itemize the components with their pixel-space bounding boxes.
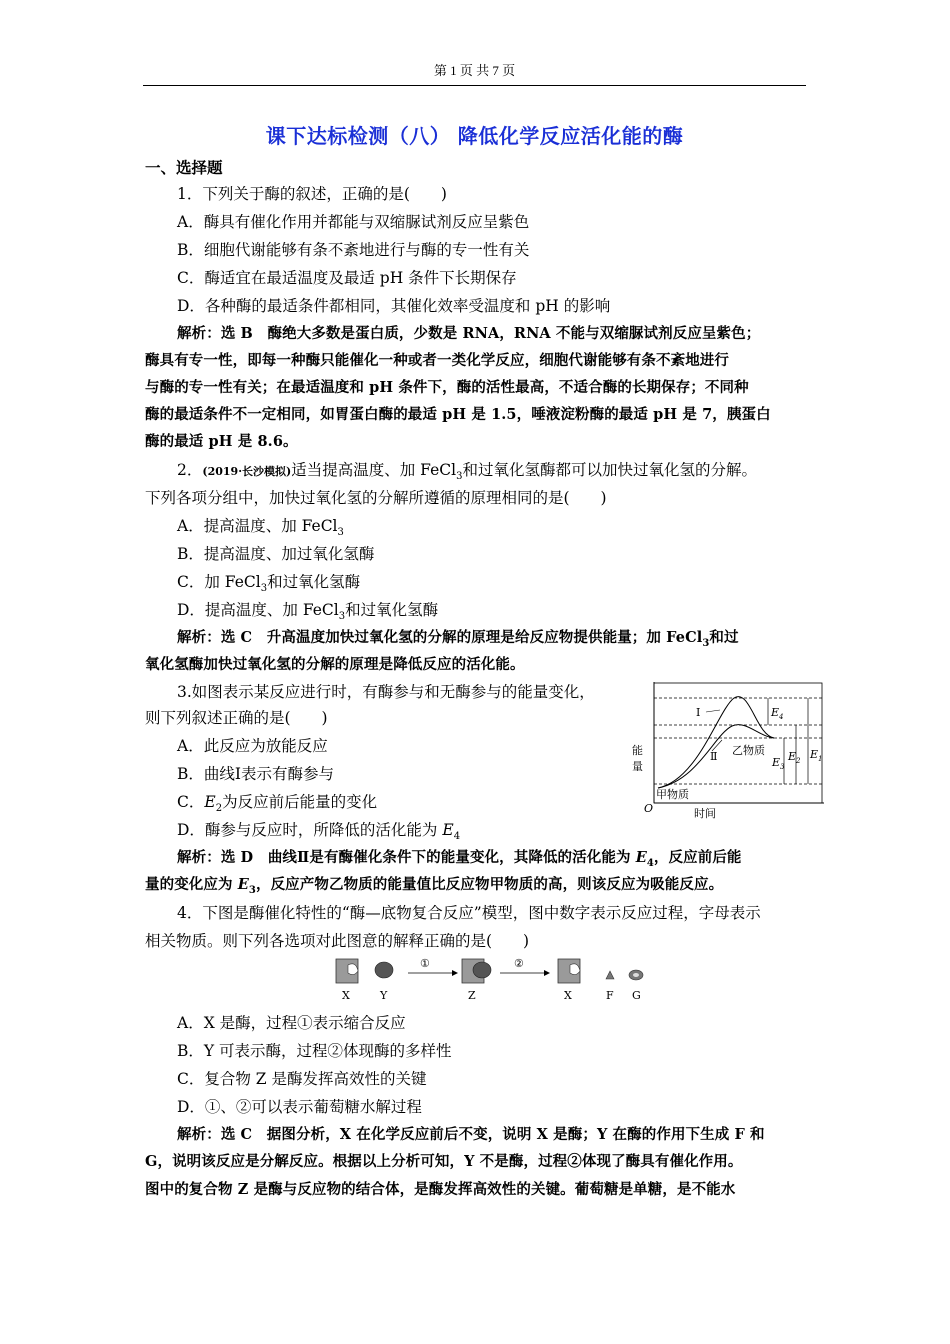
q3-option-c: C．$E_2$为反应前后能量的变化	[177, 793, 378, 815]
enzyme-model-diagram	[330, 955, 660, 1007]
label-f: F	[606, 989, 614, 1002]
label-g: G	[632, 989, 641, 1002]
q3-analysis-line-1: 解析：选 D 曲线Ⅱ是有酶催化条件下的能量变化，其降低的活化能为 $E_4$，反应前后能	[177, 849, 742, 869]
complex-z-substrate	[473, 962, 491, 978]
product-g-core	[633, 973, 639, 977]
q4-stem-line-2: 相关物质。则下列各选项对此图意的解释正确的是( )	[145, 932, 530, 950]
label-y: Y	[380, 989, 388, 1002]
q2-source: (2019·长沙模拟)	[202, 465, 292, 478]
label-x1: X	[342, 989, 350, 1002]
q4-analysis-line-3: 图中的复合物 Z 是酶与反应物的结合体，是酶发挥高效性的关键。葡萄糖是单糖，是不能水	[145, 1181, 736, 1198]
q3-option-d: D．酶参与反应时，所降低的活化能为 $E_4$	[177, 821, 461, 843]
product-f-shape	[606, 971, 614, 979]
curve-1-leader	[706, 710, 720, 712]
q3-option-a: A．此反应为放能反应	[177, 737, 328, 755]
diagram-frame	[654, 683, 822, 803]
q4-analysis-line-2: G，说明该反应是分解反应。根据以上分析可知，Y 不是酶，过程②体现了酶具有催化作用。	[145, 1153, 743, 1170]
q3-analysis-line-2: 量的变化应为 $E_3$，反应产物乙物质的能量值比反应物甲物质的高，则该反应为吸能反应。	[145, 876, 724, 896]
analysis-label: 解析：	[177, 325, 221, 342]
label-step-2: ②	[514, 957, 524, 970]
origin-label: O	[644, 802, 654, 815]
y-label-1: 能	[632, 744, 643, 757]
q1-option-d: D．各种酶的最适条件都相同，其催化效率受温度和 pH 的影响	[177, 297, 611, 315]
q4-option-d: D．①、②可以表示葡萄糖水解过程	[177, 1098, 422, 1116]
e2-label: $E_2$	[788, 750, 801, 765]
q4-option-b: B．Y 可表示酶，过程②体现酶的多样性	[177, 1042, 452, 1060]
q1-analysis-line-1: 解析：选 B 酶绝大多数是蛋白质，少数是 RNA，RNA 不能与双缩脲试剂反应呈紫色；	[177, 325, 761, 342]
curve-1-label: Ⅰ	[696, 706, 701, 719]
q4-option-a: A．X 是酶，过程①表示缩合反应	[177, 1014, 406, 1032]
y-label-2: 量	[632, 760, 643, 773]
page-header: 第 1 页 共 7 页	[433, 63, 516, 78]
arrow-step-2-head	[544, 970, 550, 976]
q2-option-b: B．提高温度、加过氧化氢酶	[177, 545, 375, 563]
q3-option-b: B．曲线Ⅰ表示有酶参与	[177, 765, 335, 783]
e1-label: $E_1$	[810, 748, 823, 763]
reactant-label: 甲物质	[656, 788, 689, 801]
substrate-y-shape	[375, 962, 393, 978]
q1-analysis-line-4: 酶的最适条件不一定相同，如胃蛋白酶的最适 pH 是 1.5，唾液淀粉酶的最适 pH 是 7，胰蛋白	[145, 406, 771, 423]
q2-stem-line-1: 2．(2019·长沙模拟)适当提高温度、加 FeCl$_3$和过氧化氢酶都可以加快过氧化氢的分解。	[177, 461, 757, 483]
q4-analysis-line-1: 解析：选 C 据图分析，X 在化学反应前后不变，说明 X 是酶；Y 在酶的作用下生成 F 和	[177, 1126, 765, 1143]
arrow-step-1-head	[452, 970, 458, 976]
q1-analysis-line-2: 酶具有专一性，即每一种酶只能催化一种或者一类化学反应，细胞代谢能够有条不紊地进行	[145, 352, 729, 369]
q1-option-b: B．细胞代谢能够有条不紊地进行与酶的专一性有关	[177, 241, 530, 259]
q2-analysis-line-2: 氧化氢酶加快过氧化氢的分解的原理是降低反应的活化能。	[145, 656, 525, 673]
q2-option-c: C．加 FeCl$_3$和过氧化氢酶	[177, 573, 361, 595]
q1-stem: 1．下列关于酶的叙述，正确的是( )	[177, 185, 447, 203]
q4-option-c: C．复合物 Z 是酶发挥高效性的关键	[177, 1070, 427, 1088]
e4-label: $E_4$	[771, 706, 784, 721]
q2-option-a: A．提高温度、加 FeCl$_3$	[177, 517, 344, 539]
q4-stem-line-1: 4．下图是酶催化特性的“酶—底物复合反应”模型，图中数字表示反应过程，字母表示	[177, 904, 761, 922]
q3-stem-line-2: 则下列叙述正确的是( )	[145, 709, 328, 727]
q1-option-a: A．酶具有催化作用并都能与双缩脲试剂反应呈紫色	[177, 213, 530, 231]
curve-2-label: Ⅱ	[710, 750, 718, 763]
energy-diagram	[628, 680, 828, 820]
header-rule	[143, 85, 806, 86]
label-x2: X	[564, 989, 572, 1002]
q1-analysis-line-3: 与酶的专一性有关；在最适温度和 pH 条件下，酶的活性最高，不适合酶的长期保存；不同种	[145, 379, 749, 396]
label-step-1: ①	[420, 957, 430, 970]
q3-stem-line-1: 3.如图表示某反应进行时，有酶参与和无酶参与的能量变化，	[177, 683, 595, 701]
doc-title: 课下达标检测（八） 降低化学反应活化能的酶	[265, 124, 684, 148]
q2-option-d: D．提高温度、加 FeCl$_3$和过氧化氢酶	[177, 601, 439, 623]
q2-analysis-line-1: 解析：选 C 升高温度加快过氧化氢的分解的原理是给反应物提供能量；加 FeCl$_3$和过	[177, 629, 739, 649]
e3-label: $E_3$	[772, 756, 785, 771]
section-heading: 一、选择题	[145, 158, 223, 177]
product-label: 乙物质	[732, 744, 765, 757]
q1-analysis-line-5: 酶的最适 pH 是 8.6。	[145, 433, 298, 450]
x-label: 时间	[694, 807, 716, 820]
q1-option-c: C．酶适宜在最适温度及最适 pH 条件下长期保存	[177, 269, 517, 287]
q2-stem-line-2: 下列各项分组中，加快过氧化氢的分解所遵循的原理相同的是( )	[145, 489, 607, 507]
label-z: Z	[468, 989, 476, 1002]
